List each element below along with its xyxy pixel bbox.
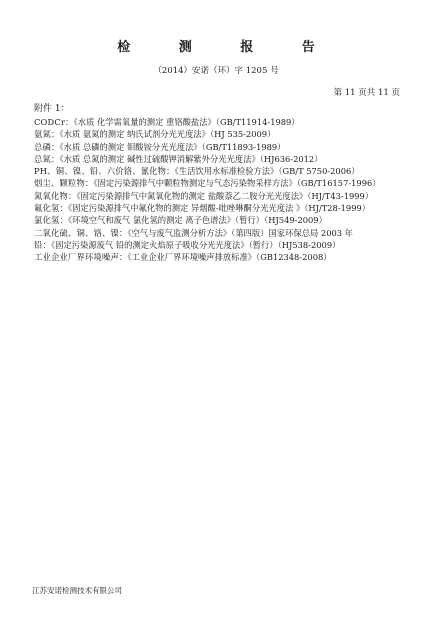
method-standard: 《空气与废气监测分析方法》（第四版）国家环保总局 2003 年: [127, 227, 353, 238]
method-line: [34, 153, 424, 165]
method-standard: 《水质 总磷的测定 钼酸铵分光光度法》（GB/T11893-1989）: [59, 141, 286, 152]
method-line: [34, 165, 424, 177]
method-item-label: 氮氧化物：: [34, 190, 77, 201]
method-standard: 《固定污染源排气中氮氧化物的测定 盐酸萘乙二胺分光光度法》（HJ/T43-1999）: [76, 190, 374, 201]
method-item-label: PH、铜、镍、铅、六价铬、氰化物：: [34, 166, 175, 177]
method-item-label: 二氧化硫、铜、铬、镍：: [34, 227, 128, 238]
method-line: [34, 177, 424, 189]
method-item-label: 氯化氢：: [34, 215, 68, 226]
method-line: [34, 214, 424, 226]
document-number: （2014）安诺（环）字 1205 号: [153, 66, 279, 76]
method-item-label: CODCr：: [34, 117, 74, 127]
method-item-label: 铅：: [34, 239, 51, 250]
method-item-label: 烟尘、颗粒物：: [34, 178, 94, 189]
method-standard: 《工业企业厂界环境噪声排放标准》（GB12348-2008）: [127, 252, 332, 263]
method-line: [34, 239, 424, 251]
method-item-label: 氟化氢：: [34, 203, 68, 214]
method-line: [34, 251, 424, 263]
method-item-label: 总磷：: [34, 141, 60, 152]
method-list: [34, 116, 424, 264]
method-item-label: 工业企业厂界环境噪声：: [34, 252, 128, 263]
method-line: [34, 227, 424, 239]
method-line: [34, 202, 424, 214]
attachment-label: 附件 1：: [34, 104, 70, 114]
method-line: [34, 141, 424, 153]
method-item-label: 氨氮：: [34, 129, 60, 140]
method-standard: 《水质 总氮的测定 碱性过硫酸钾消解紫外分光光度法》（HJ636-2012）: [59, 153, 323, 164]
method-standard: 《环境空气和废气 氯化氢的测定 离子色谱法》（暂行）（HJ549-2009）: [68, 215, 327, 226]
method-standard: 《固定污染源废气 铅的测定火焰原子吸收分光光度法》（暂行）（HJ538-2009）: [51, 239, 341, 250]
method-line: [34, 128, 424, 140]
method-standard: 《生活饮用水标准检验方法》（GB/T 5750-2006）: [174, 166, 360, 177]
method-item-label: 总氮：: [34, 153, 60, 164]
method-standard: 《水质 氨氮的测定 纳氏试剂分光光度法》（HJ 535-2009）: [59, 129, 276, 140]
method-standard: 《固定污染源排气中颗粒物测定与气态污染物采样方法》（GB/T16157-1996）: [93, 178, 381, 189]
method-line: [34, 116, 424, 128]
method-line: [34, 190, 424, 202]
page-indicator: 第 11 页共 11 页: [333, 88, 400, 98]
company-footer: 江苏安诺检测技术有限公司: [32, 586, 122, 595]
method-standard: 《固定污染源排气中氟化物的测定 异烟酸-吡唑啉酮分光光度法 》（HJ/T28-1999）: [68, 203, 371, 214]
method-standard: 《水质 化学需氧量的测定 重铬酸盐法》（GB/T11914-1989）: [73, 117, 300, 127]
report-title: 检 测 报 告: [117, 40, 337, 55]
